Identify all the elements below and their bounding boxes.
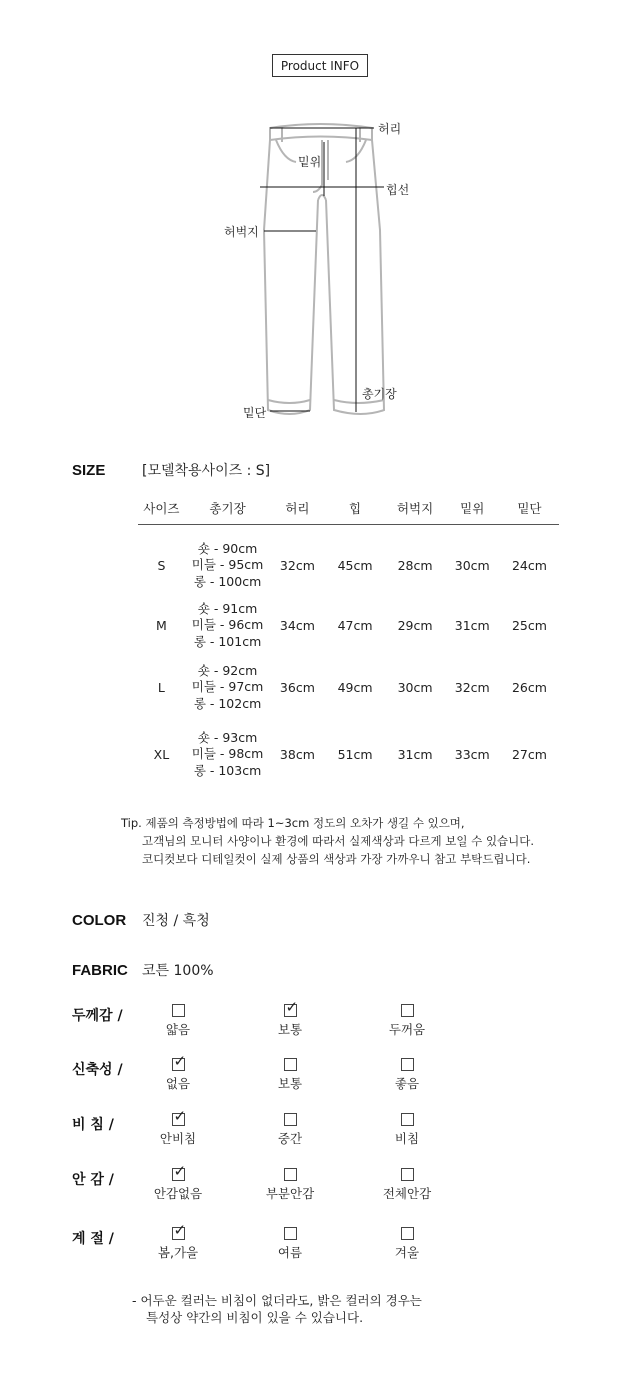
option-label: 좋음 bbox=[394, 1076, 420, 1091]
checkbox bbox=[401, 1004, 414, 1017]
color-value: 진청 / 흑청 bbox=[142, 913, 210, 929]
checkbox bbox=[284, 998, 299, 1017]
size-table-header-row bbox=[138, 492, 559, 525]
checkbox bbox=[284, 1168, 297, 1181]
option-stretch-normal bbox=[240, 1058, 340, 1092]
length-long: 롱 - 101cm bbox=[193, 633, 262, 649]
length-long: 롱 - 102cm bbox=[193, 695, 262, 711]
option-season-spring-fall bbox=[128, 1221, 228, 1261]
length-middle: 미들 - 95cm bbox=[191, 557, 264, 573]
hip-cell: 49cm bbox=[337, 680, 373, 695]
length-long: 롱 - 103cm bbox=[193, 762, 262, 778]
lining-label: 안 감 / bbox=[72, 1172, 114, 1188]
check-icon: ✓ bbox=[173, 1052, 187, 1070]
option-sheer-yes bbox=[357, 1113, 457, 1147]
check-icon: ✓ bbox=[173, 1221, 187, 1239]
option-thickness-thin bbox=[128, 1004, 228, 1038]
footnote-line-2: 특성상 약간의 비침이 있을 수 있습니다. bbox=[146, 1310, 364, 1325]
option-thickness-normal bbox=[240, 998, 340, 1038]
waist-label: 허리 bbox=[378, 122, 402, 136]
total-length-label: 총기장 bbox=[362, 387, 397, 401]
footnote-line-1: - 어두운 컬러는 비침이 없더라도, 밝은 컬러의 경우는 bbox=[132, 1293, 422, 1308]
checkbox bbox=[401, 1227, 414, 1240]
col-header-hip: 힙 bbox=[325, 492, 386, 525]
col-header-hem: 밑단 bbox=[500, 492, 559, 525]
size-cell: S bbox=[157, 558, 166, 573]
product-info-badge: Product INFO bbox=[272, 54, 368, 77]
option-label: 두꺼움 bbox=[388, 1022, 426, 1037]
rise-cell: 31cm bbox=[454, 618, 490, 633]
length-middle: 미들 - 96cm bbox=[191, 617, 264, 633]
option-label: 비침 bbox=[394, 1131, 420, 1146]
checkbox bbox=[172, 1107, 187, 1126]
checkbox bbox=[284, 1227, 297, 1240]
rise-cell: 33cm bbox=[454, 747, 490, 762]
size-table bbox=[138, 492, 559, 791]
fabric-title: FABRIC bbox=[72, 962, 128, 979]
option-stretch-good bbox=[357, 1058, 457, 1092]
checkbox bbox=[172, 1004, 185, 1017]
model-size-text: [모델착용사이즈 : S] bbox=[142, 463, 271, 479]
checkbox bbox=[172, 1162, 187, 1181]
length-cell bbox=[185, 595, 270, 657]
waist-cell: 36cm bbox=[279, 680, 315, 695]
option-thickness-thick bbox=[357, 1004, 457, 1038]
check-icon: ✓ bbox=[173, 1162, 187, 1180]
option-sheer-none bbox=[128, 1107, 228, 1147]
length-cell bbox=[185, 657, 270, 719]
size-cell: M bbox=[156, 618, 167, 633]
option-label: 없음 bbox=[165, 1076, 191, 1091]
option-label: 안감없음 bbox=[153, 1186, 203, 1201]
rise-cell: 32cm bbox=[454, 680, 490, 695]
length-short: 숏 - 91cm bbox=[197, 600, 258, 616]
waist-cell: 38cm bbox=[279, 747, 315, 762]
option-label: 중간 bbox=[277, 1131, 303, 1146]
checkbox bbox=[401, 1113, 414, 1126]
hem-cell: 25cm bbox=[511, 618, 547, 633]
hem-cell: 27cm bbox=[511, 747, 547, 762]
option-label: 봄,가을 bbox=[157, 1245, 199, 1260]
size-title: SIZE bbox=[72, 462, 106, 479]
option-label: 여름 bbox=[277, 1245, 303, 1260]
hip-label: 힙선 bbox=[386, 183, 410, 197]
checkbox bbox=[401, 1168, 414, 1181]
length-long: 롱 - 100cm bbox=[193, 573, 262, 589]
col-header-total-length: 총기장 bbox=[185, 492, 270, 525]
length-cell bbox=[185, 537, 270, 595]
length-short: 숏 - 93cm bbox=[197, 729, 258, 745]
option-label: 부분안감 bbox=[265, 1186, 315, 1201]
rise-cell: 30cm bbox=[454, 558, 490, 573]
option-label: 안비침 bbox=[159, 1131, 197, 1146]
hem-cell: 24cm bbox=[511, 558, 547, 573]
option-lining-full bbox=[357, 1168, 457, 1202]
option-season-winter bbox=[357, 1227, 457, 1261]
checkbox bbox=[401, 1058, 414, 1071]
hem-label: 밑단 bbox=[243, 406, 267, 420]
fabric-value: 코튼 100% bbox=[142, 963, 214, 979]
waist-cell: 34cm bbox=[279, 618, 315, 633]
table-row bbox=[138, 537, 559, 595]
thigh-cell: 29cm bbox=[397, 618, 433, 633]
checkbox bbox=[172, 1221, 187, 1240]
hip-cell: 45cm bbox=[337, 558, 373, 573]
length-middle: 미들 - 97cm bbox=[191, 679, 264, 695]
rise-label: 밑위 bbox=[298, 155, 322, 169]
tip-line-2: 고객님의 모니터 사양이나 환경에 따라서 실제색상과 다르게 보일 수 있습니다. bbox=[142, 834, 535, 848]
col-header-size: 사이즈 bbox=[138, 492, 185, 525]
option-lining-partial bbox=[240, 1168, 340, 1202]
tip-line-1: Tip. 제품의 측정방법에 따라 1~3cm 정도의 오차가 생길 수 있으며, bbox=[121, 816, 465, 830]
size-cell: XL bbox=[153, 747, 170, 762]
waist-cell: 32cm bbox=[279, 558, 315, 573]
thigh-cell: 28cm bbox=[397, 558, 433, 573]
col-header-waist: 허리 bbox=[270, 492, 324, 525]
stretch-label: 신축성 / bbox=[72, 1062, 123, 1078]
option-label: 겨울 bbox=[394, 1245, 420, 1260]
option-label: 전체안감 bbox=[382, 1186, 432, 1201]
size-cell: L bbox=[157, 680, 165, 695]
check-icon: ✓ bbox=[173, 1107, 187, 1125]
length-short: 숏 - 92cm bbox=[197, 662, 258, 678]
length-cell bbox=[185, 719, 270, 791]
table-row bbox=[138, 595, 559, 657]
option-sheer-medium bbox=[240, 1113, 340, 1147]
length-middle: 미들 - 98cm bbox=[191, 746, 264, 762]
color-title: COLOR bbox=[72, 912, 127, 929]
check-icon: ✓ bbox=[285, 998, 299, 1016]
col-header-thigh: 허벅지 bbox=[386, 492, 445, 525]
option-lining-none bbox=[128, 1162, 228, 1202]
option-season-summer bbox=[240, 1227, 340, 1261]
season-label: 계 절 / bbox=[72, 1231, 114, 1247]
hem-cell: 26cm bbox=[511, 680, 547, 695]
hip-cell: 47cm bbox=[337, 618, 373, 633]
option-label: 얇음 bbox=[165, 1022, 191, 1037]
hip-cell: 51cm bbox=[337, 747, 373, 762]
thigh-label: 허벅지 bbox=[224, 225, 259, 239]
option-label: 보통 bbox=[277, 1022, 303, 1037]
table-row bbox=[138, 657, 559, 719]
option-stretch-none bbox=[128, 1052, 228, 1092]
table-row bbox=[138, 719, 559, 791]
thickness-label: 두께감 / bbox=[72, 1008, 123, 1024]
checkbox bbox=[172, 1052, 187, 1071]
length-short: 숏 - 90cm bbox=[197, 540, 258, 556]
thigh-cell: 30cm bbox=[397, 680, 433, 695]
tip-line-3: 코디컷보다 디테일컷이 실제 상품의 색상과 가장 가까우니 참고 부탁드립니다. bbox=[142, 852, 531, 866]
sheerness-label: 비 침 / bbox=[72, 1117, 114, 1133]
checkbox bbox=[284, 1113, 297, 1126]
thigh-cell: 31cm bbox=[397, 747, 433, 762]
checkbox bbox=[284, 1058, 297, 1071]
col-header-rise: 밑위 bbox=[445, 492, 500, 525]
option-label: 보통 bbox=[277, 1076, 303, 1091]
